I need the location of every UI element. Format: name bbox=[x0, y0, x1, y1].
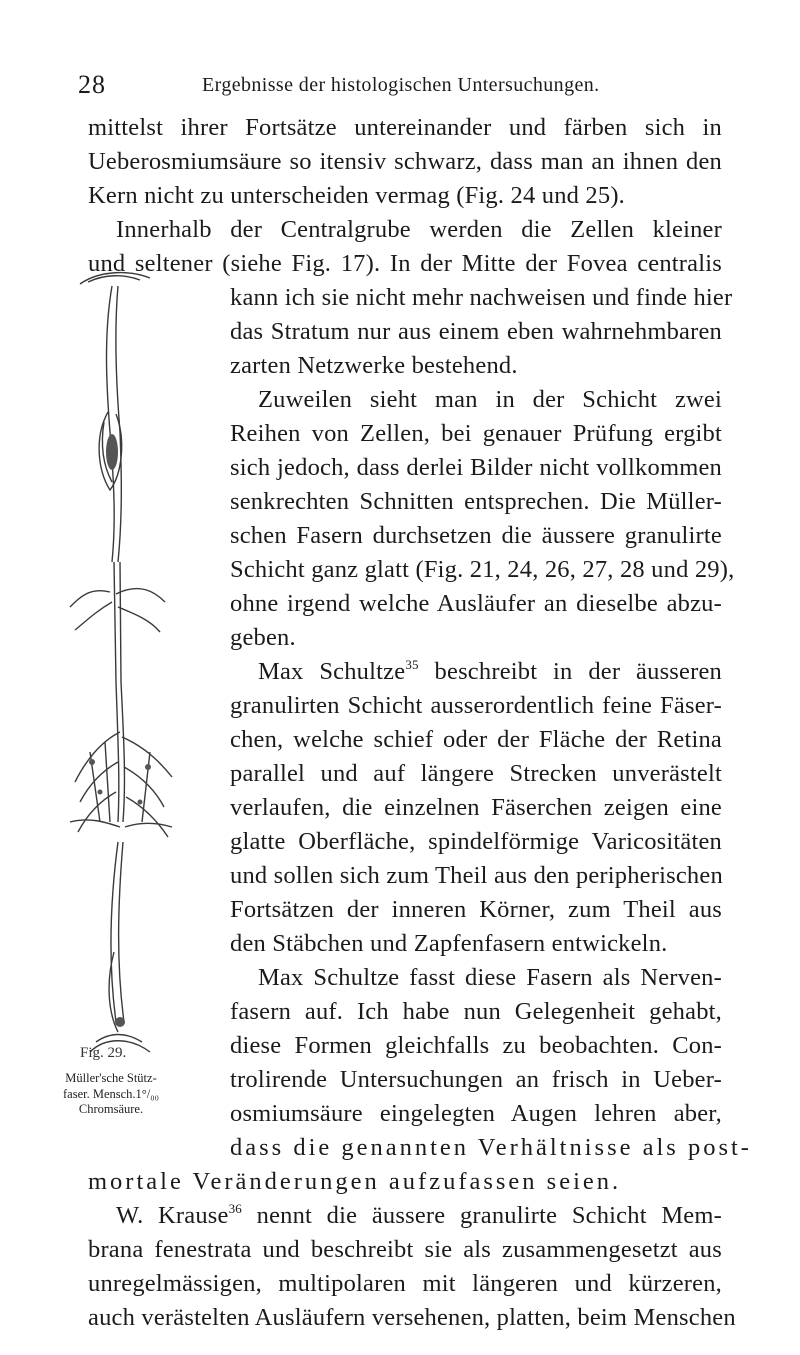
text-line: brana fenestrata und beschreibt sie als zusammengesetzt aus bbox=[88, 1236, 722, 1263]
text-line: den Stäbchen und Zapfenfasern entwickeln. bbox=[230, 930, 668, 957]
text-line: fasern auf. Ich habe nun Gelegenheit gehabt, bbox=[230, 998, 722, 1025]
text-line: Innerhalb der Centralgrube werden die Zellen kleiner bbox=[116, 216, 722, 243]
text-line: Reihen von Zellen, bei genauer Prüfung ergibt bbox=[230, 420, 722, 447]
text-line: sich jedoch, dass derlei Bilder nicht vollkommen bbox=[230, 454, 722, 481]
text-line: geben. bbox=[230, 624, 296, 651]
text-line: trolirende Untersuchungen an frisch in Ueber- bbox=[230, 1066, 722, 1093]
mueller-fiber-drawing bbox=[60, 262, 220, 1082]
text-line bbox=[258, 656, 722, 688]
text-line bbox=[116, 1200, 722, 1232]
caption-line: Chromsäure. bbox=[78, 1102, 144, 1116]
text-line: verlaufen, die einzelnen Fäserchen zeigen eine bbox=[230, 794, 722, 821]
text-line: ohne irgend welche Ausläufer an dieselbe abzu- bbox=[230, 590, 722, 617]
text-line: Ueberosmiumsäure so itensiv schwarz, dass man an ihnen den bbox=[88, 148, 722, 175]
figure-label: Fig. 29. bbox=[80, 1045, 127, 1061]
text-line: mortale Veränderungen aufzufassen seien. bbox=[88, 1168, 622, 1195]
text-line: Fortsätzen der inneren Körner, zum Theil aus bbox=[230, 896, 722, 923]
text-line: Zuweilen sieht man in der Schicht zwei bbox=[258, 386, 722, 413]
text-line: parallel und auf längere Strecken unverästelt bbox=[230, 760, 722, 787]
text-line: osmiumsäure eingelegten Augen lehren aber, bbox=[230, 1100, 722, 1127]
author-name: Max Schultze bbox=[258, 658, 406, 685]
text-line: Max Schultze fasst diese Fasern als Nerven- bbox=[258, 964, 722, 991]
text-line: kann ich sie nicht mehr nachweisen und finde hier bbox=[230, 284, 733, 311]
running-head: Ergebnisse der histologischen Untersuchungen. bbox=[202, 74, 600, 96]
text-line: diese Formen gleichfalls zu beobachten. Con- bbox=[230, 1032, 722, 1059]
footnote-ref: 36 bbox=[228, 1201, 243, 1216]
text-line: das Stratum nur aus einem eben wahrnehmbaren bbox=[230, 318, 722, 345]
figure-caption bbox=[62, 1071, 160, 1118]
text-line: glatte Oberfläche, spindelförmige Varicositäten bbox=[230, 828, 722, 855]
text-line: zarten Netzwerke bestehend. bbox=[230, 352, 518, 379]
text-line: mittelst ihrer Fortsätze untereinander und färben sich in bbox=[88, 114, 722, 141]
page-number: 28 bbox=[78, 70, 106, 99]
figure-illustration bbox=[60, 262, 220, 1082]
author-name: W. Krause bbox=[116, 1202, 229, 1229]
text-line: und seltener (siehe Fig. 17). In der Mitte der Fovea centralis bbox=[88, 250, 722, 277]
text-line: schen Fasern durchsetzen die äussere granulirte bbox=[230, 522, 722, 549]
text-line: auch verästelten Ausläufern versehenen, platten, beim Menschen bbox=[88, 1304, 736, 1331]
text-fragment: nennt die äussere granulirte Schicht Mem- bbox=[242, 1202, 722, 1229]
text-line: dass die genannten Verhältnisse als post- bbox=[230, 1134, 752, 1161]
text-fragment: beschreibt in der äusseren bbox=[418, 658, 723, 685]
footnote-ref: 35 bbox=[405, 657, 419, 672]
text-line: und sollen sich zum Theil aus den peripherischen bbox=[230, 862, 723, 889]
caption-line: Müller'sche Stütz- bbox=[65, 1071, 157, 1085]
page-header bbox=[78, 70, 738, 110]
text-line: senkrechten Schnitten entsprechen. Die Müller- bbox=[230, 488, 722, 515]
text-line: Schicht ganz glatt (Fig. 21, 24, 26, 27, 28 und 29), bbox=[230, 556, 735, 583]
text-line: Kern nicht zu unterscheiden vermag (Fig. 24 und 25). bbox=[88, 182, 626, 209]
text-line: unregelmässigen, multipolaren mit längeren und kürzeren, bbox=[88, 1270, 722, 1297]
text-line: granulirten Schicht ausserordentlich feine Fäser- bbox=[230, 692, 722, 719]
caption-line: faser. Mensch.1°/₀₀ bbox=[63, 1086, 159, 1101]
text-line: chen, welche schief oder der Fläche der Retina bbox=[230, 726, 722, 753]
